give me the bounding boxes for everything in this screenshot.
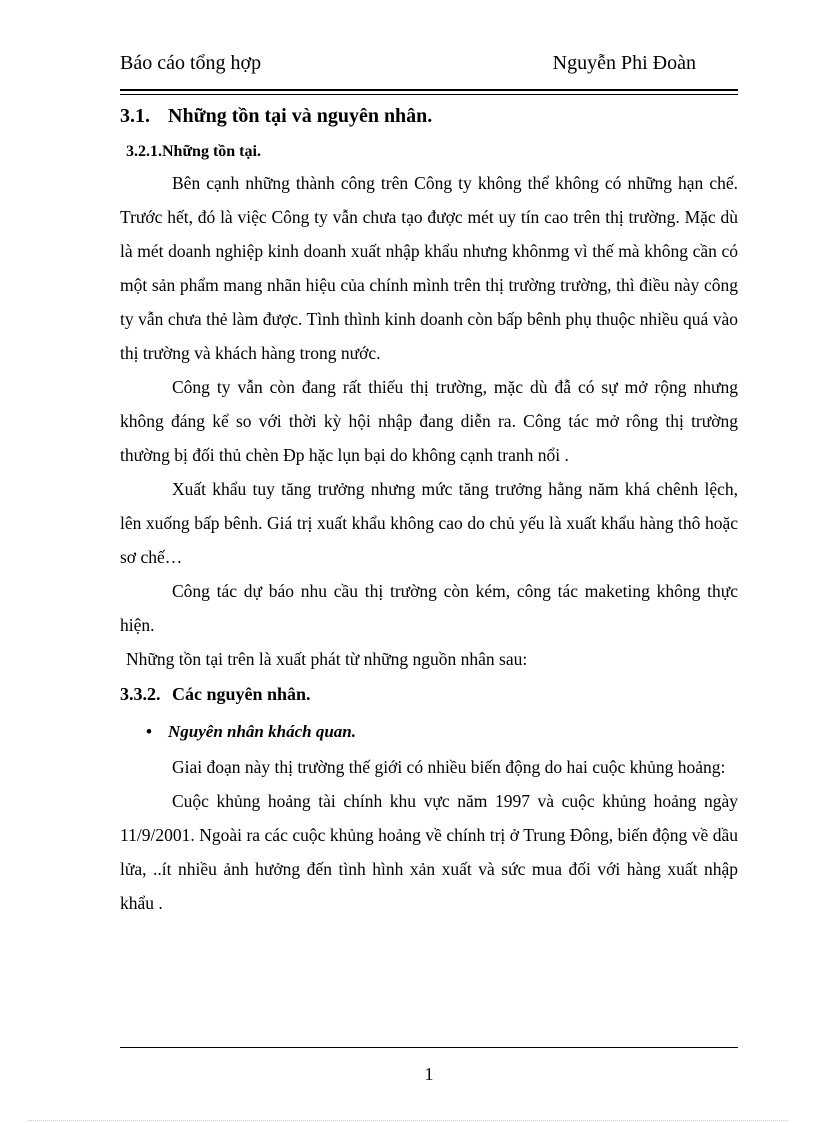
section-heading-causes bbox=[120, 676, 738, 712]
header-author-name: Nguyễn Phi Đoàn bbox=[552, 52, 696, 74]
page-bottom-edge bbox=[28, 1120, 788, 1121]
section-heading-existing-issues bbox=[120, 100, 738, 132]
page-header bbox=[120, 52, 738, 82]
page-number: 1 bbox=[424, 1064, 434, 1084]
transition-paragraph: Những tồn tại trên là xuất phát từ những nguồn nhân sau: bbox=[126, 649, 528, 669]
bullet-icon: • bbox=[146, 722, 152, 741]
section-number: 3.3.2. bbox=[120, 684, 161, 704]
header-divider-thin bbox=[120, 94, 738, 95]
paragraph: Công tác dự báo nhu cầu thị trường còn kém, công tác maketing không thực hiện. bbox=[120, 581, 738, 635]
paragraph: Công ty vẫn còn đang rất thiếu thị trường, mặc dù đẫ có sự mở rộng nhưng không đáng kể so với thời kỳ hội nhập đang diễn ra. Công tác mở rông thị trường thường bị đối thủ chèn Đp hặc lụn bại do không cạnh tranh nổi . bbox=[120, 377, 738, 465]
header-divider-thick bbox=[120, 89, 738, 91]
subsection-heading-issues: 3.2.1.Những tồn tại. bbox=[126, 143, 261, 160]
section-title: Các nguyên nhân. bbox=[172, 684, 311, 704]
section-number: 3.1. bbox=[120, 105, 150, 127]
paragraph: Bên cạnh những thành công trên Công ty không thể không có những hạn chế. Trước hết, đó là việc Công ty vẫn chưa tạo được mét uy tín cao trên thị trường. Mặc dù là mét doanh nghiệp kinh doanh xuất nhập khẩu nhưng khônmg vì thế mà không cần có một sản phẩm mang nhãn hiệu của chính mình trên thị trường trường, thì điều này công ty vẫn chưa thẻ làm được. Tình thình kinh doanh còn bấp bênh phụ thuộc nhiều quá vào thị trường và khách hàng trong nước. bbox=[120, 173, 738, 363]
header-report-title: Báo cáo tổng hợp bbox=[120, 52, 262, 74]
footer-divider bbox=[120, 1047, 738, 1048]
paragraph: Cuộc khủng hoảng tài chính khu vực năm 1997 và cuộc khủng hoảng ngày 11/9/2001. Ngoài ra các cuộc khủng hoảng về chính trị ở Trung Đông, biến động về dầu lửa, ..ít nhiều ảnh hưởng đến tình hình xản xuất và sức mua đối với hàng xuất nhập khẩu . bbox=[120, 791, 738, 913]
document-body bbox=[120, 100, 738, 920]
bullet-item-objective-causes bbox=[146, 714, 738, 750]
bullet-text: Nguyên nhân khách quan. bbox=[168, 722, 357, 741]
paragraph: Giai đoạn này thị trường thế giới có nhiều biến động do hai cuộc khủng hoảng: bbox=[172, 757, 726, 777]
section-title: Những tồn tại và nguyên nhân. bbox=[168, 105, 433, 127]
paragraph: Xuất khẩu tuy tăng trưởng nhưng mức tăng trưởng hằng năm khá chênh lệch, lên xuống bấp bênh. Giá trị xuất khẩu không cao do chủ yếu là xuất khẩu hàng thô hoặc sơ chế… bbox=[120, 479, 738, 567]
